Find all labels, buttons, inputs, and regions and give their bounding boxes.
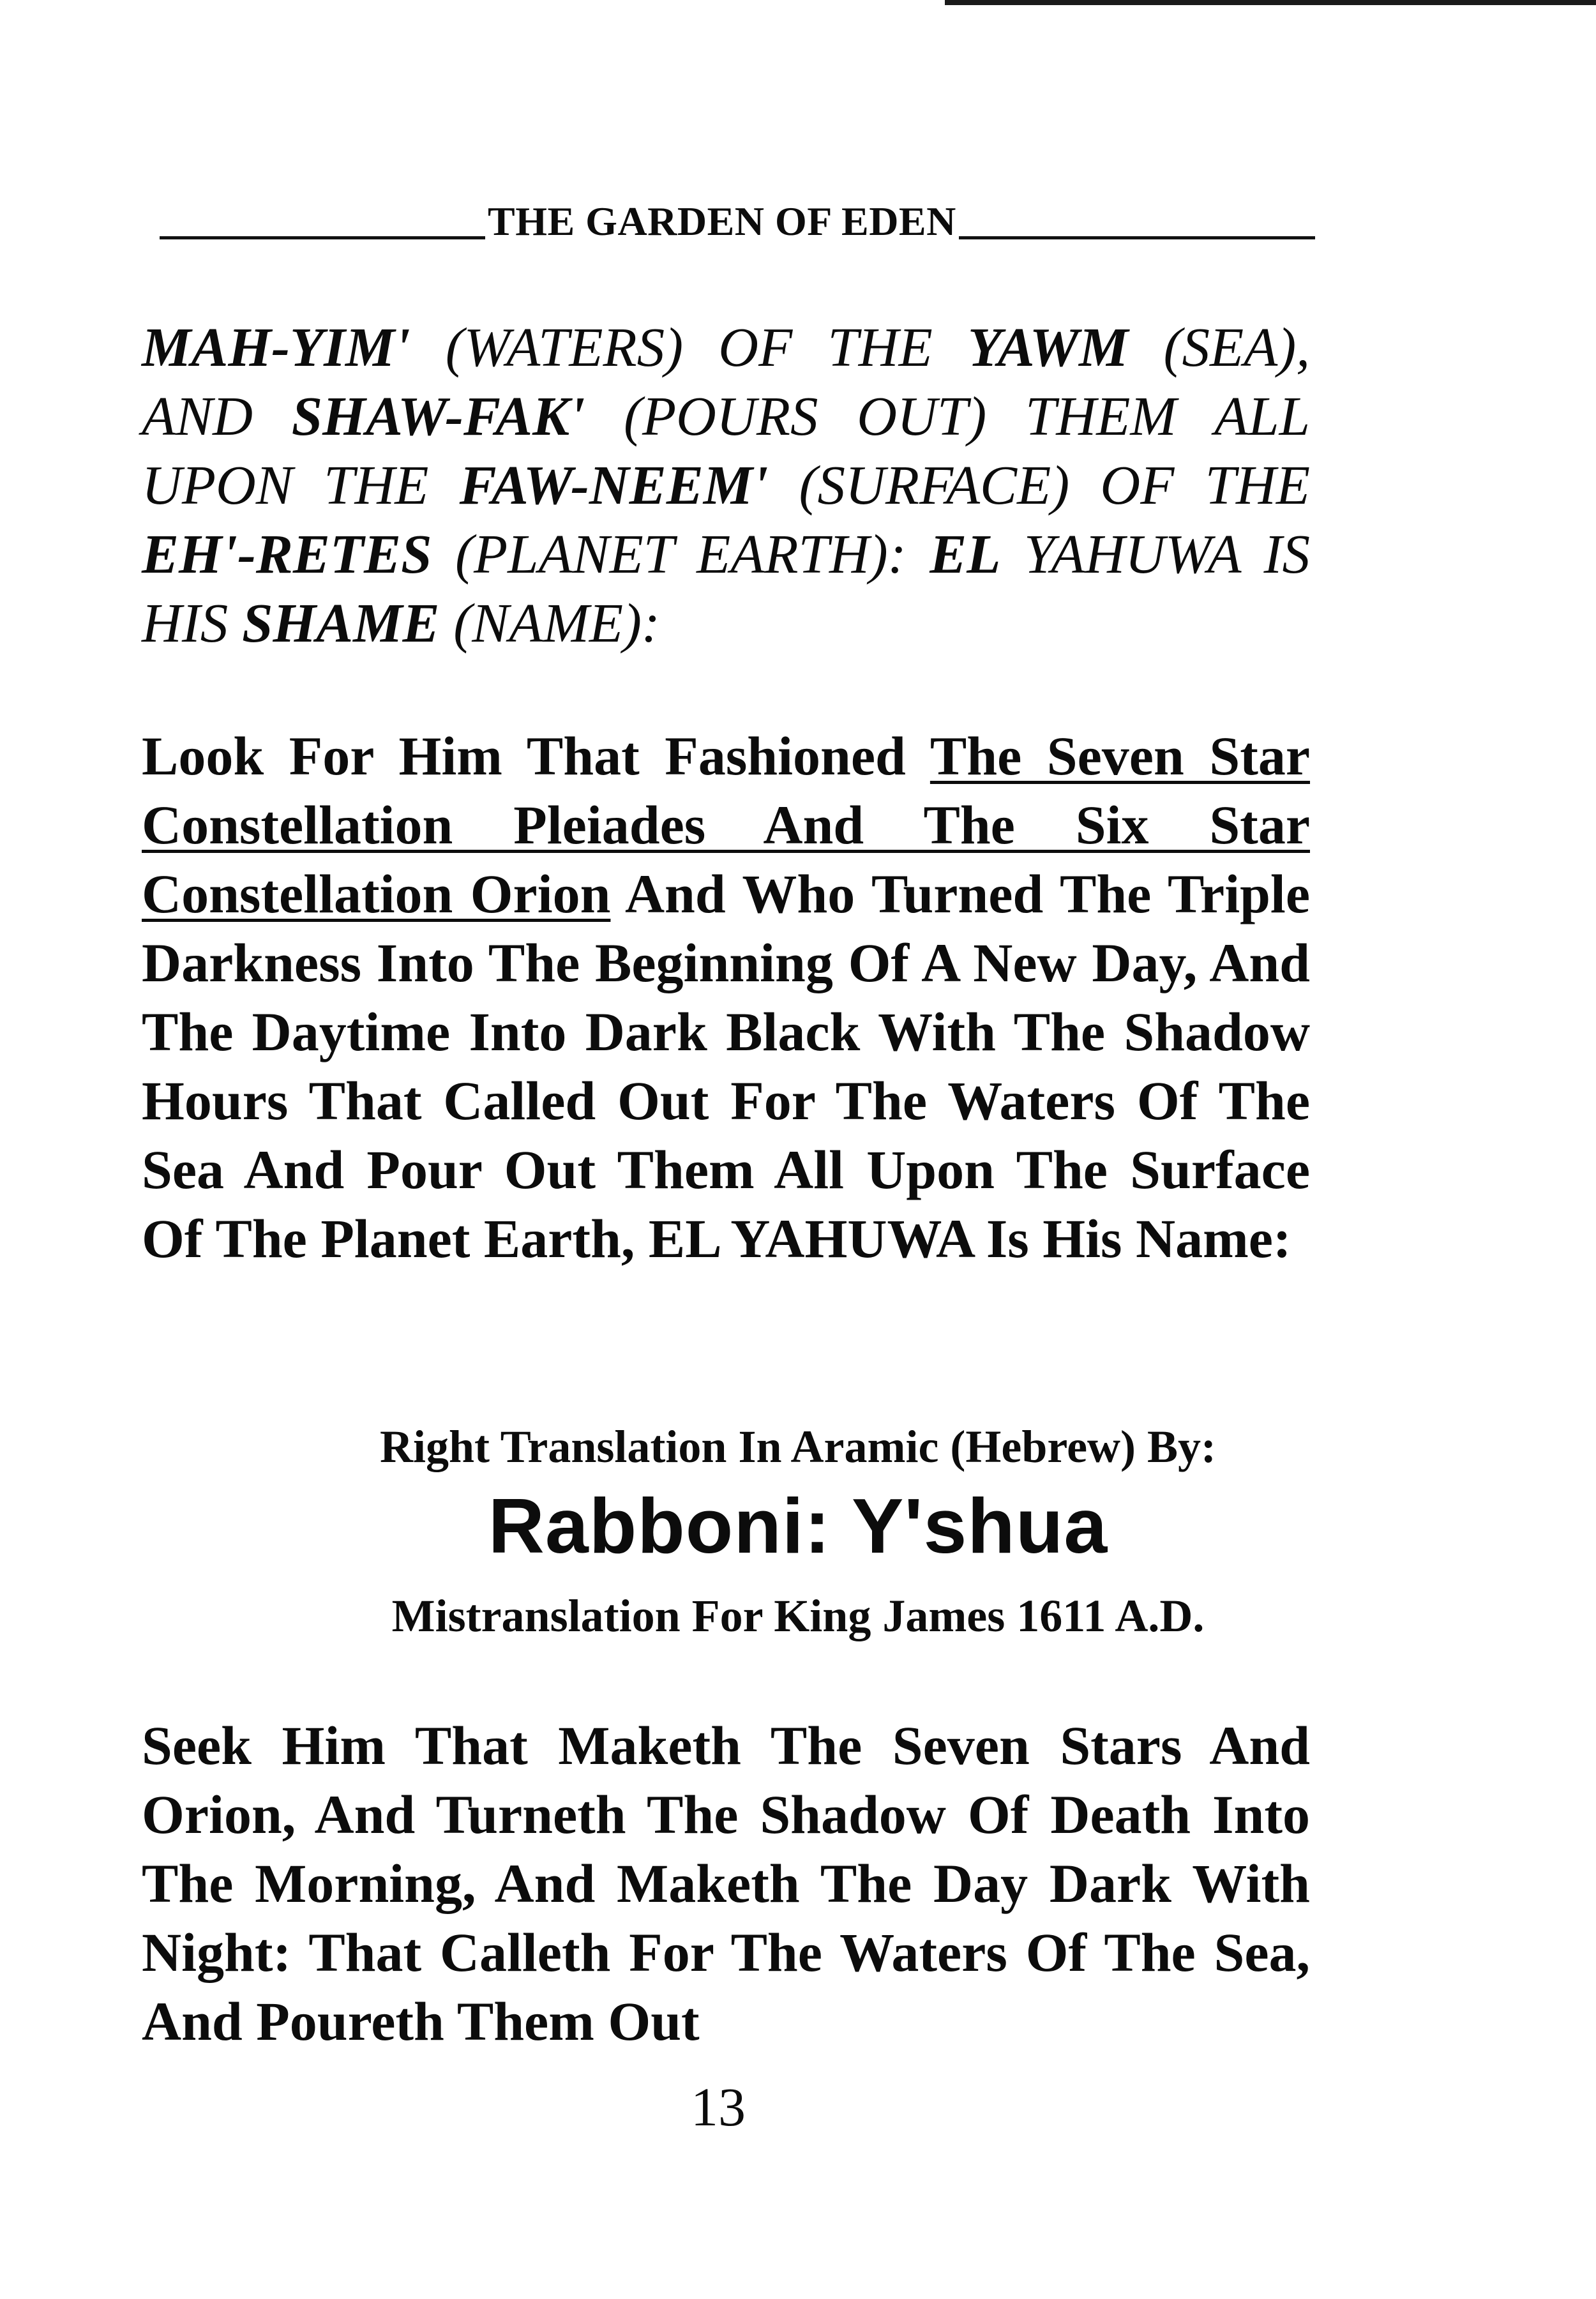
term-faw-neem: FAW-NEEM'	[459, 454, 769, 516]
translation-underlined-phrase: The Seven Star Constellation Pleiades And The Six Star Constellation Orion	[142, 725, 1311, 924]
term-el: EL	[930, 523, 1001, 585]
term-shame: SHAME	[242, 592, 440, 654]
transliteration-text: YAHUWA IS HIS	[142, 523, 1310, 654]
term-yawm: YAWM	[967, 316, 1129, 378]
attribution-note: Mistranslation For King James 1611 A.D.	[391, 1590, 1205, 1641]
transliteration-text: (PLANET EARTH):	[432, 523, 930, 585]
translation-paragraph	[142, 721, 1310, 1273]
term-shaw-fak: SHAW-FAK'	[291, 385, 585, 447]
running-head	[160, 201, 1315, 242]
header-rule-left	[160, 236, 485, 239]
translation-lead: Look For Him That Fashioned	[142, 725, 930, 787]
page-number: 13	[691, 2076, 746, 2137]
attribution-intro: Right Translation In Aramic (Hebrew) By:	[380, 1421, 1216, 1472]
attribution-name: Rabboni: Y'shua	[488, 1482, 1108, 1569]
kjv-paragraph: Seek Him That Maketh The Seven Stars And Orion, And Turneth The Shadow Of Death Into The Morning, And Maketh The Day Dark With Night: That Calleth For The Waters Of The Sea, And Poureth Them Out	[142, 1715, 1310, 2052]
term-eh-retes: EH'-RETES	[142, 523, 432, 585]
translation-rest: And Who Turned The Triple Darkness Into The Beginning Of A New Day, And The Daytime Into Dark Black With The Shadow Hours That Called Out For The Waters Of The Sea And Pour Out Them All Upon The Surface Of The Planet Earth, EL YAHUWA Is His Name:	[142, 863, 1310, 1269]
transliteration-text: (SEA), AND	[142, 316, 1310, 447]
transliteration-text: (NAME):	[439, 592, 660, 654]
header-rule-right	[959, 236, 1315, 239]
running-head-title: THE GARDEN OF EDEN	[488, 199, 956, 244]
term-mah-yim: MAH-YIM'	[142, 316, 410, 378]
scan-edge-line	[945, 0, 1596, 5]
transliteration-text: (WATERS) OF THE	[410, 316, 968, 378]
transliteration-paragraph	[142, 313, 1310, 658]
transliteration-text: (SURFACE) OF THE	[768, 454, 1310, 516]
transliteration-text: (POURS OUT) THEM ALL UPON THE	[142, 385, 1311, 516]
